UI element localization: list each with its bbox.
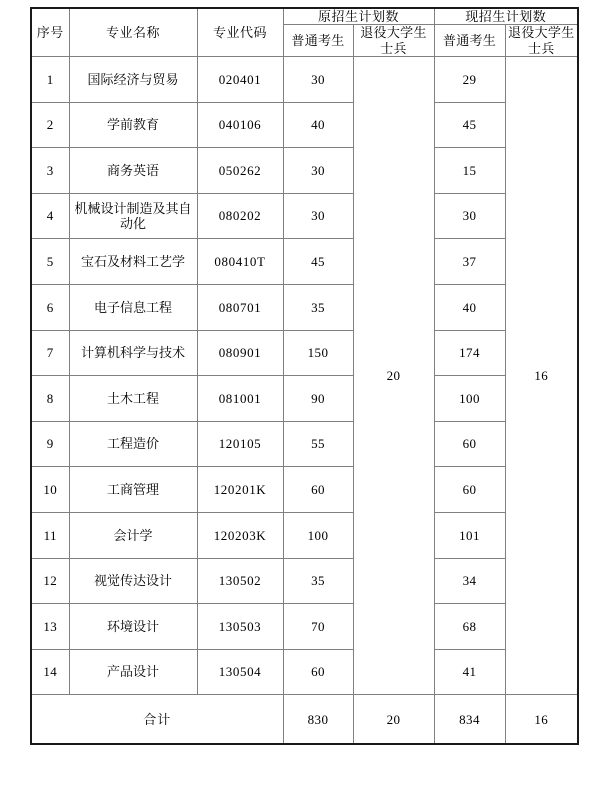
cell-code: 080410T bbox=[197, 239, 283, 285]
cell-name: 计算机科学与技术 bbox=[69, 330, 197, 376]
cell-name: 会计学 bbox=[69, 512, 197, 558]
cell-original-general: 90 bbox=[283, 376, 353, 422]
table-row bbox=[31, 239, 578, 285]
cell-original-general: 30 bbox=[283, 56, 353, 102]
cell-no: 11 bbox=[31, 512, 69, 558]
cell-current-general: 30 bbox=[434, 193, 505, 239]
table-row bbox=[31, 421, 578, 467]
total-original-general: 830 bbox=[283, 695, 353, 745]
cell-name: 国际经济与贸易 bbox=[69, 56, 197, 102]
cell-original-general: 30 bbox=[283, 193, 353, 239]
cell-original-veteran-merged: 20 bbox=[353, 56, 434, 694]
cell-no: 9 bbox=[31, 421, 69, 467]
cell-name: 环境设计 bbox=[69, 604, 197, 650]
cell-no: 13 bbox=[31, 604, 69, 650]
table-body bbox=[31, 56, 578, 744]
cell-current-general: 45 bbox=[434, 102, 505, 148]
cell-original-general: 55 bbox=[283, 421, 353, 467]
cell-name: 视觉传达设计 bbox=[69, 558, 197, 604]
cell-code: 130503 bbox=[197, 604, 283, 650]
cell-code: 120203K bbox=[197, 512, 283, 558]
cell-code: 080901 bbox=[197, 330, 283, 376]
table-row bbox=[31, 558, 578, 604]
cell-original-general: 30 bbox=[283, 148, 353, 194]
cell-current-general: 15 bbox=[434, 148, 505, 194]
total-current-general: 834 bbox=[434, 695, 505, 745]
cell-current-general: 100 bbox=[434, 376, 505, 422]
cell-no: 14 bbox=[31, 649, 69, 695]
cell-name: 商务英语 bbox=[69, 148, 197, 194]
table-row bbox=[31, 512, 578, 558]
cell-current-general: 37 bbox=[434, 239, 505, 285]
cell-current-general: 60 bbox=[434, 421, 505, 467]
cell-original-general: 45 bbox=[283, 239, 353, 285]
cell-name: 工程造价 bbox=[69, 421, 197, 467]
total-current-veteran: 16 bbox=[505, 695, 578, 745]
cell-name: 宝石及材料工艺学 bbox=[69, 239, 197, 285]
cell-no: 3 bbox=[31, 148, 69, 194]
header-row-top bbox=[31, 8, 578, 25]
cell-name: 土木工程 bbox=[69, 376, 197, 422]
cell-no: 2 bbox=[31, 102, 69, 148]
cell-current-general: 174 bbox=[434, 330, 505, 376]
table-row bbox=[31, 56, 578, 102]
cell-code: 130502 bbox=[197, 558, 283, 604]
cell-current-general: 40 bbox=[434, 284, 505, 330]
cell-original-general: 100 bbox=[283, 512, 353, 558]
cell-current-general: 101 bbox=[434, 512, 505, 558]
cell-current-general: 34 bbox=[434, 558, 505, 604]
table-row bbox=[31, 649, 578, 695]
cell-name: 电子信息工程 bbox=[69, 284, 197, 330]
cell-code: 040106 bbox=[197, 102, 283, 148]
table-row bbox=[31, 102, 578, 148]
cell-name: 学前教育 bbox=[69, 102, 197, 148]
cell-no: 6 bbox=[31, 284, 69, 330]
cell-original-general: 60 bbox=[283, 467, 353, 513]
cell-no: 12 bbox=[31, 558, 69, 604]
cell-current-general: 68 bbox=[434, 604, 505, 650]
cell-no: 7 bbox=[31, 330, 69, 376]
cell-original-general: 35 bbox=[283, 558, 353, 604]
cell-code: 120105 bbox=[197, 421, 283, 467]
cell-code: 081001 bbox=[197, 376, 283, 422]
cell-original-general: 35 bbox=[283, 284, 353, 330]
cell-code: 080202 bbox=[197, 193, 283, 239]
table-row bbox=[31, 330, 578, 376]
cell-current-general: 29 bbox=[434, 56, 505, 102]
table-row bbox=[31, 284, 578, 330]
cell-name: 产品设计 bbox=[69, 649, 197, 695]
column-header-name: 专业名称 bbox=[69, 8, 197, 56]
cell-current-general: 60 bbox=[434, 467, 505, 513]
column-header-code: 专业代码 bbox=[197, 8, 283, 56]
cell-original-general: 150 bbox=[283, 330, 353, 376]
cell-name: 工商管理 bbox=[69, 467, 197, 513]
table-header bbox=[31, 8, 578, 56]
total-original-veteran: 20 bbox=[353, 695, 434, 745]
column-header-original-general: 普通考生 bbox=[283, 25, 353, 57]
column-header-current-plan: 现招生计划数 bbox=[434, 8, 578, 25]
table-row bbox=[31, 193, 578, 239]
column-header-current-veteran: 退役大学生士兵 bbox=[505, 25, 578, 57]
cell-code: 050262 bbox=[197, 148, 283, 194]
cell-no: 8 bbox=[31, 376, 69, 422]
cell-original-general: 60 bbox=[283, 649, 353, 695]
column-header-no: 序号 bbox=[31, 8, 69, 56]
table-row bbox=[31, 604, 578, 650]
cell-no: 5 bbox=[31, 239, 69, 285]
cell-no: 1 bbox=[31, 56, 69, 102]
cell-code: 080701 bbox=[197, 284, 283, 330]
enrollment-plan-table bbox=[30, 7, 579, 745]
table-row bbox=[31, 148, 578, 194]
cell-current-general: 41 bbox=[434, 649, 505, 695]
table-row bbox=[31, 467, 578, 513]
cell-original-general: 70 bbox=[283, 604, 353, 650]
cell-code: 020401 bbox=[197, 56, 283, 102]
total-label: 合计 bbox=[31, 695, 283, 745]
table-total-row bbox=[31, 695, 578, 745]
cell-code: 130504 bbox=[197, 649, 283, 695]
cell-code: 120201K bbox=[197, 467, 283, 513]
cell-name: 机械设计制造及其自动化 bbox=[69, 193, 197, 239]
cell-original-general: 40 bbox=[283, 102, 353, 148]
column-header-original-plan: 原招生计划数 bbox=[283, 8, 434, 25]
cell-current-veteran-merged: 16 bbox=[505, 56, 578, 694]
column-header-original-veteran: 退役大学生士兵 bbox=[353, 25, 434, 57]
column-header-current-general: 普通考生 bbox=[434, 25, 505, 57]
cell-no: 4 bbox=[31, 193, 69, 239]
table-row bbox=[31, 376, 578, 422]
cell-no: 10 bbox=[31, 467, 69, 513]
